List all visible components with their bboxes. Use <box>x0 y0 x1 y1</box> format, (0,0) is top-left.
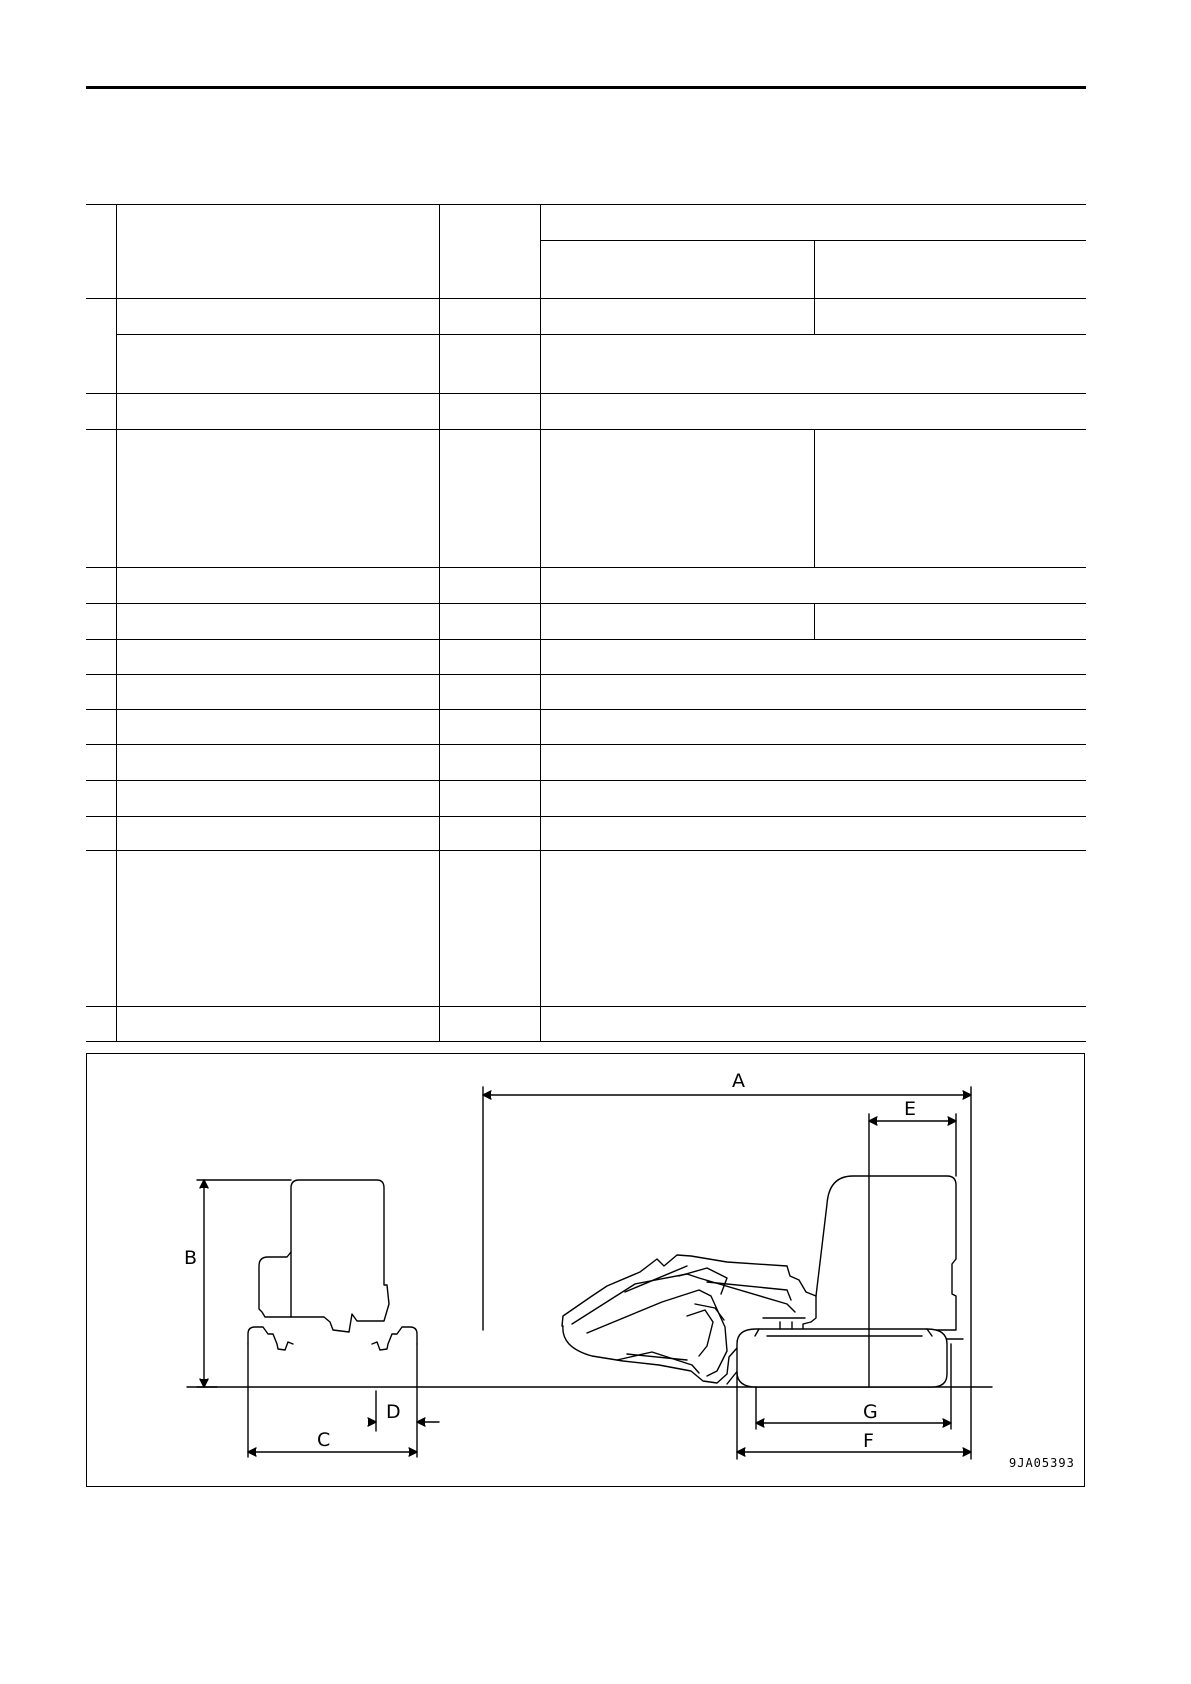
table-rule-row <box>86 744 1086 745</box>
dimension-label-A: A <box>732 1070 745 1092</box>
table-col-rule-split <box>814 429 815 567</box>
table-rule-row <box>86 674 1086 675</box>
header-rule <box>86 86 1086 89</box>
table-rule-bottom <box>86 1041 1086 1042</box>
table-rule-subheader <box>540 240 1086 241</box>
table-rule-row <box>86 603 1086 604</box>
table-rule-row <box>86 709 1086 710</box>
front-view-machine <box>248 1180 417 1387</box>
table-rule-header-bottom <box>86 298 1086 299</box>
specification-table <box>86 204 1086 1042</box>
table-col-rule-item <box>439 204 440 1042</box>
table-rule-row <box>86 780 1086 781</box>
dimension-label-B: B <box>184 1247 198 1269</box>
table-rule-row <box>86 567 1086 568</box>
table-col-rule-number <box>116 204 117 1042</box>
table-col-rule-split <box>814 240 815 334</box>
dimension-label-G: G <box>863 1401 878 1423</box>
table-rule-row <box>86 639 1086 640</box>
table-rule-row <box>86 1006 1086 1007</box>
dimension-label-F: F <box>863 1430 874 1452</box>
side-view-machine <box>562 1176 963 1387</box>
figure-code: 9JA05393 <box>1009 1456 1075 1470</box>
table-rule-row <box>86 816 1086 817</box>
dimension-label-D: D <box>386 1401 401 1423</box>
table-rule-row <box>116 334 1086 335</box>
table-rule-top <box>86 204 1086 205</box>
table-rule-row <box>86 393 1086 394</box>
table-rule-row <box>86 429 1086 430</box>
dimension-label-E: E <box>904 1098 917 1120</box>
dimension-D <box>368 1391 439 1431</box>
excavator-dimension-drawing <box>87 1054 1086 1488</box>
table-rule-row <box>86 850 1086 851</box>
dimension-figure <box>86 1053 1085 1487</box>
dimension-label-C: C <box>317 1429 331 1451</box>
dimension-B <box>197 1180 291 1387</box>
table-col-rule-unit <box>540 204 541 1042</box>
table-col-rule-split <box>814 603 815 639</box>
